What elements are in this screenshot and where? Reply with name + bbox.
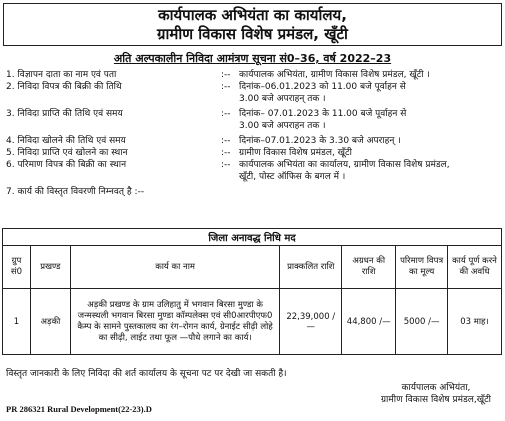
item-separator: :-- [221,160,231,170]
item-label: 4. निविदा खोलने की तिथि एवं समय [6,136,126,146]
cell-group: 1 [3,289,31,355]
item-value: ग्रामीण विकास विशेष प्रमंडल, खूँटी [239,148,352,158]
item-value: दिनांक–06.01.2023 को 11.00 बजे पूर्वाहन से [239,82,406,92]
office-header [3,3,502,46]
column-header: प्राक्कलित राशि [280,246,342,289]
item-value-continued: 3.00 बजे अपराहन तक । [239,121,326,131]
item-label: 7. कार्य की विस्तृत विवरणी निम्नवत् है :-- [6,187,145,197]
cell-block: अड़की [30,289,70,355]
table-caption: जिला अनावद्ध निधि मद [3,229,502,246]
item-row [6,186,500,198]
item-value: दिनांक–07.01.2023 के 3.30 बजे अपराहन् । [239,136,401,146]
item-row [6,69,500,81]
cell-document-cost: 5000 /— [396,289,448,355]
notice-items [6,69,500,198]
works-table [2,228,502,355]
item-row [6,159,500,171]
item-label: 1. विज्ञापन दाता का नाम एवं पता [6,70,117,80]
item-label: 3. निविदा प्राप्ति की तिथि एवं समय [6,109,123,119]
item-separator: :-- [221,136,231,146]
cell-estimate: 22,39,000 /— [280,289,342,355]
signature-line-2: ग्रामीण विकास विशेष प्रमंडल,खूँटी [380,395,491,405]
signature-block [381,382,491,406]
item-row [6,108,500,120]
pr-number: PR 286321 Rural Development(22-23).D [6,404,152,414]
item-value: दिनांक– 07.01.2023 के 11.00 बजे पूर्वाहन से [239,109,407,119]
cell-earnest-money: 44,800 /— [342,289,396,355]
signature-line-1: कार्यपालक अभियंता, [401,383,471,393]
item-row [6,81,500,93]
item-row [6,147,500,159]
column-header: कार्य पूर्ण करने की अवधि [448,246,502,289]
item-separator: :-- [221,109,231,119]
details-note: विस्तृत जानकारी के लिए निविदा की शर्त कार्यालय के सूचना पट पर देखी जा सकती है। [6,369,287,379]
item-value: कार्यपालक अभियंता, ग्रामीण विकास विशेष प्रमंडल, खूँटी । [239,70,430,80]
table-row [3,289,502,355]
column-header: प्रखण्ड [30,246,70,289]
item-label: 6. परिमाण विपत्र की बिक्री का स्थान [6,160,127,170]
column-header: अग्रधन की राशि [342,246,396,289]
item-separator: :-- [221,82,231,92]
header-line-2: ग्रामीण विकास विशेष प्रमंडल, खूँटी [157,25,348,43]
item-value: कार्यपालक अभियंता का कार्यालय, ग्रामीण विकास विशेष प्रमंडल, [239,160,450,170]
table-header-row [3,246,502,289]
header-line-1: कार्यपालक अभियंता का कार्यालय, [158,6,347,24]
item-value-continued: खूँटी, पोस्ट ऑफिस के बगल में । [239,172,346,182]
column-header: ग्रुप सं0 [3,246,31,289]
item-value-continued: 3.00 बजे अपराहन् तक । [239,94,326,104]
column-header: परिमाण विपत्र का मूल्य [396,246,448,289]
column-header: कार्य का नाम [70,246,279,289]
cell-completion-period: 03 माह। [448,289,502,355]
item-separator: :-- [221,70,231,80]
item-row [6,135,500,147]
item-label: 2. निविदा विपत्र की बिक्री की तिथि [6,82,122,92]
item-separator: :-- [221,148,231,158]
cell-work-name: अड़की प्रखण्ड के ग्राम उलिहातु में भगवान बिरसा मुण्डा के जन्मस्थली भगवान बिरसा मुण्डा कॉम्पलेक्स एवं सी0आरपीएफ0 कैम्प के सामने पुस्तकालय का रंग–रोगन कार्य, ग्रेनाईट सीढ़ी लोहे का सीढ़ी, लाईट तथा फूल —पौधे लगाने का कार्य। [70,289,279,355]
notice-subtitle: अति अल्पकालीन निविदा आमंत्रण सूचना सं0–36, वर्ष 2022–23 [113,52,392,65]
item-label: 5. निविदा प्राप्ति एवं खोलने का स्थान [6,148,128,158]
